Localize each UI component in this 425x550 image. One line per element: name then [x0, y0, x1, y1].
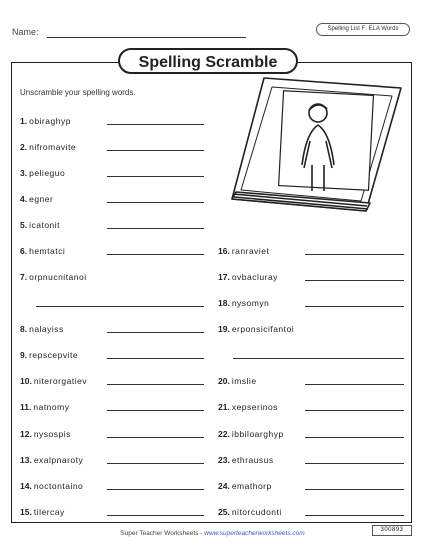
answer-line[interactable]	[107, 202, 204, 203]
name-field[interactable]	[47, 37, 246, 38]
list-item: 21. xepserinos	[218, 402, 278, 412]
worksheet-code: 300893	[372, 525, 412, 536]
list-item: 9. repscepvite	[20, 350, 79, 360]
list-item: 7. orpnucnitanoi	[20, 272, 87, 282]
list-item: 5. icatonit	[20, 220, 61, 230]
list-item: 8. nalayiss	[20, 324, 64, 334]
list-item: 11. natnomy	[20, 402, 70, 412]
answer-line[interactable]	[107, 463, 204, 464]
list-item: 2. nifromavite	[20, 142, 77, 152]
list-item: 25. nitorcudonti	[218, 507, 282, 517]
list-item: 24. emathorp	[218, 481, 272, 491]
list-item: 14. noctontaino	[20, 481, 84, 491]
answer-line[interactable]	[107, 489, 204, 490]
answer-line[interactable]	[305, 306, 404, 307]
answer-line[interactable]	[305, 254, 404, 255]
list-item: 15. tilercay	[20, 507, 65, 517]
page-title: Spelling Scramble	[118, 48, 298, 74]
answer-line[interactable]	[107, 332, 204, 333]
answer-line[interactable]	[107, 228, 204, 229]
answer-line[interactable]	[107, 437, 204, 438]
answer-line[interactable]	[107, 384, 204, 385]
answer-line[interactable]	[305, 437, 404, 438]
list-item: 10. niterorgatiev	[20, 376, 88, 386]
list-item: 22. ibbiloarghyp	[218, 429, 284, 439]
answer-line[interactable]	[107, 176, 204, 177]
list-item: 4. egner	[20, 194, 54, 204]
answer-line[interactable]	[305, 515, 404, 516]
list-item: 12. nysospis	[20, 429, 71, 439]
answer-line[interactable]	[107, 358, 204, 359]
footer	[0, 530, 425, 537]
list-item: 19. erponsicifantoi	[218, 324, 295, 334]
list-item: 6. hemtatci	[20, 246, 66, 256]
book-illustration-icon	[226, 73, 411, 213]
list-item: 20. imslie	[218, 376, 257, 386]
instructions: Unscramble your spelling words.	[20, 88, 136, 97]
footer-text: Super Teacher Worksheets -	[120, 530, 205, 537]
answer-line[interactable]	[107, 150, 204, 151]
list-item: 17. ovbacluray	[218, 272, 278, 282]
answer-line[interactable]	[107, 124, 204, 125]
answer-line[interactable]	[305, 489, 404, 490]
footer-url[interactable]: www.superteacherworksheets.com	[204, 530, 305, 537]
answer-line[interactable]	[107, 515, 204, 516]
answer-line[interactable]	[305, 280, 404, 281]
name-label: Name:	[12, 27, 39, 37]
answer-line[interactable]	[305, 384, 404, 385]
answer-line[interactable]	[107, 254, 204, 255]
answer-line[interactable]	[305, 410, 404, 411]
list-item: 3. pelieguo	[20, 168, 66, 178]
list-item: 18. nysomyn	[218, 298, 270, 308]
answer-line[interactable]	[36, 306, 204, 307]
answer-line[interactable]	[107, 410, 204, 411]
answer-line[interactable]	[305, 463, 404, 464]
list-item: 1. obiraghyp	[20, 116, 71, 126]
list-item: 23. ethrausus	[218, 455, 274, 465]
list-item: 13. exalpnaroty	[20, 455, 84, 465]
answer-line[interactable]	[233, 358, 404, 359]
spelling-list-badge: Spelling List F: ELA Words	[316, 23, 410, 36]
list-item: 16. ranraviet	[218, 246, 270, 256]
